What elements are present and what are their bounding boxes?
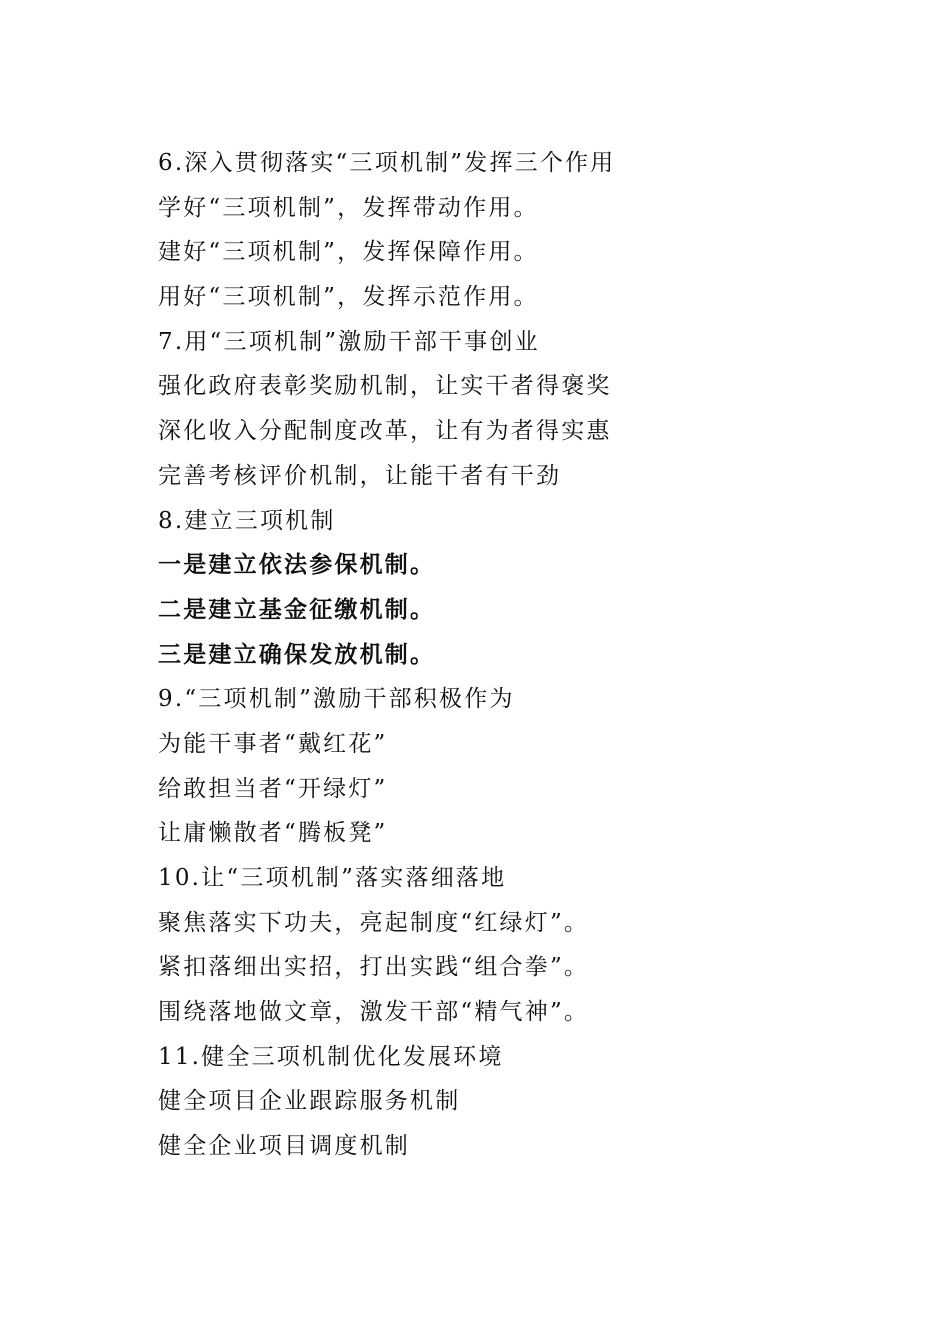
text-line: 强化政府表彰奖励机制，让实干者得褒奖 bbox=[158, 373, 612, 400]
text-line: 让庸懒散者“腾板凳” bbox=[158, 820, 388, 847]
text-line: 健全项目企业跟踪服务机制 bbox=[158, 1088, 461, 1115]
text-line: 为能干事者“戴红花” bbox=[158, 730, 388, 757]
text-line: 给敢担当者“开绿灯” bbox=[158, 775, 388, 802]
text-line: 健全企业项目调度机制 bbox=[158, 1133, 410, 1160]
text-line: 建好“三项机制”，发挥保障作用。 bbox=[158, 239, 539, 266]
heading-item-10: 10.让“三项机制”落实落细落地 bbox=[158, 865, 507, 891]
text-line: 用好“三项机制”，发挥示范作用。 bbox=[158, 284, 539, 311]
heading-item-8: 8.建立三项机制 bbox=[158, 507, 336, 534]
heading-item-6: 6.深入贯彻落实“三项机制”发挥三个作用 bbox=[158, 150, 616, 176]
document-body bbox=[158, 141, 858, 1169]
bold-text-line: 三是建立确保发放机制。 bbox=[158, 640, 436, 668]
text-line: 深化收入分配制度改革，让有为者得实惠 bbox=[158, 418, 612, 445]
text-line: 紧扣落细出实招，打出实践“组合拳”。 bbox=[158, 954, 590, 981]
bold-text-line: 二是建立基金征缴机制。 bbox=[158, 595, 436, 623]
text-line: 学好“三项机制”，发挥带动作用。 bbox=[158, 194, 539, 221]
heading-item-7: 7.用“三项机制”激励干部干事创业 bbox=[158, 328, 540, 355]
bold-text-line: 一是建立依法参保机制。 bbox=[158, 551, 436, 579]
text-line: 聚焦落实下功夫，亮起制度“红绿灯”。 bbox=[158, 909, 590, 936]
text-line: 完善考核评价机制，让能干者有干劲 bbox=[158, 462, 562, 489]
heading-item-9: 9.“三项机制”激励干部积极作为 bbox=[158, 686, 515, 713]
text-line: 围绕落地做文章，激发干部“精气神”。 bbox=[158, 999, 590, 1026]
heading-item-11: 11.健全三项机制优化发展环境 bbox=[158, 1043, 504, 1070]
